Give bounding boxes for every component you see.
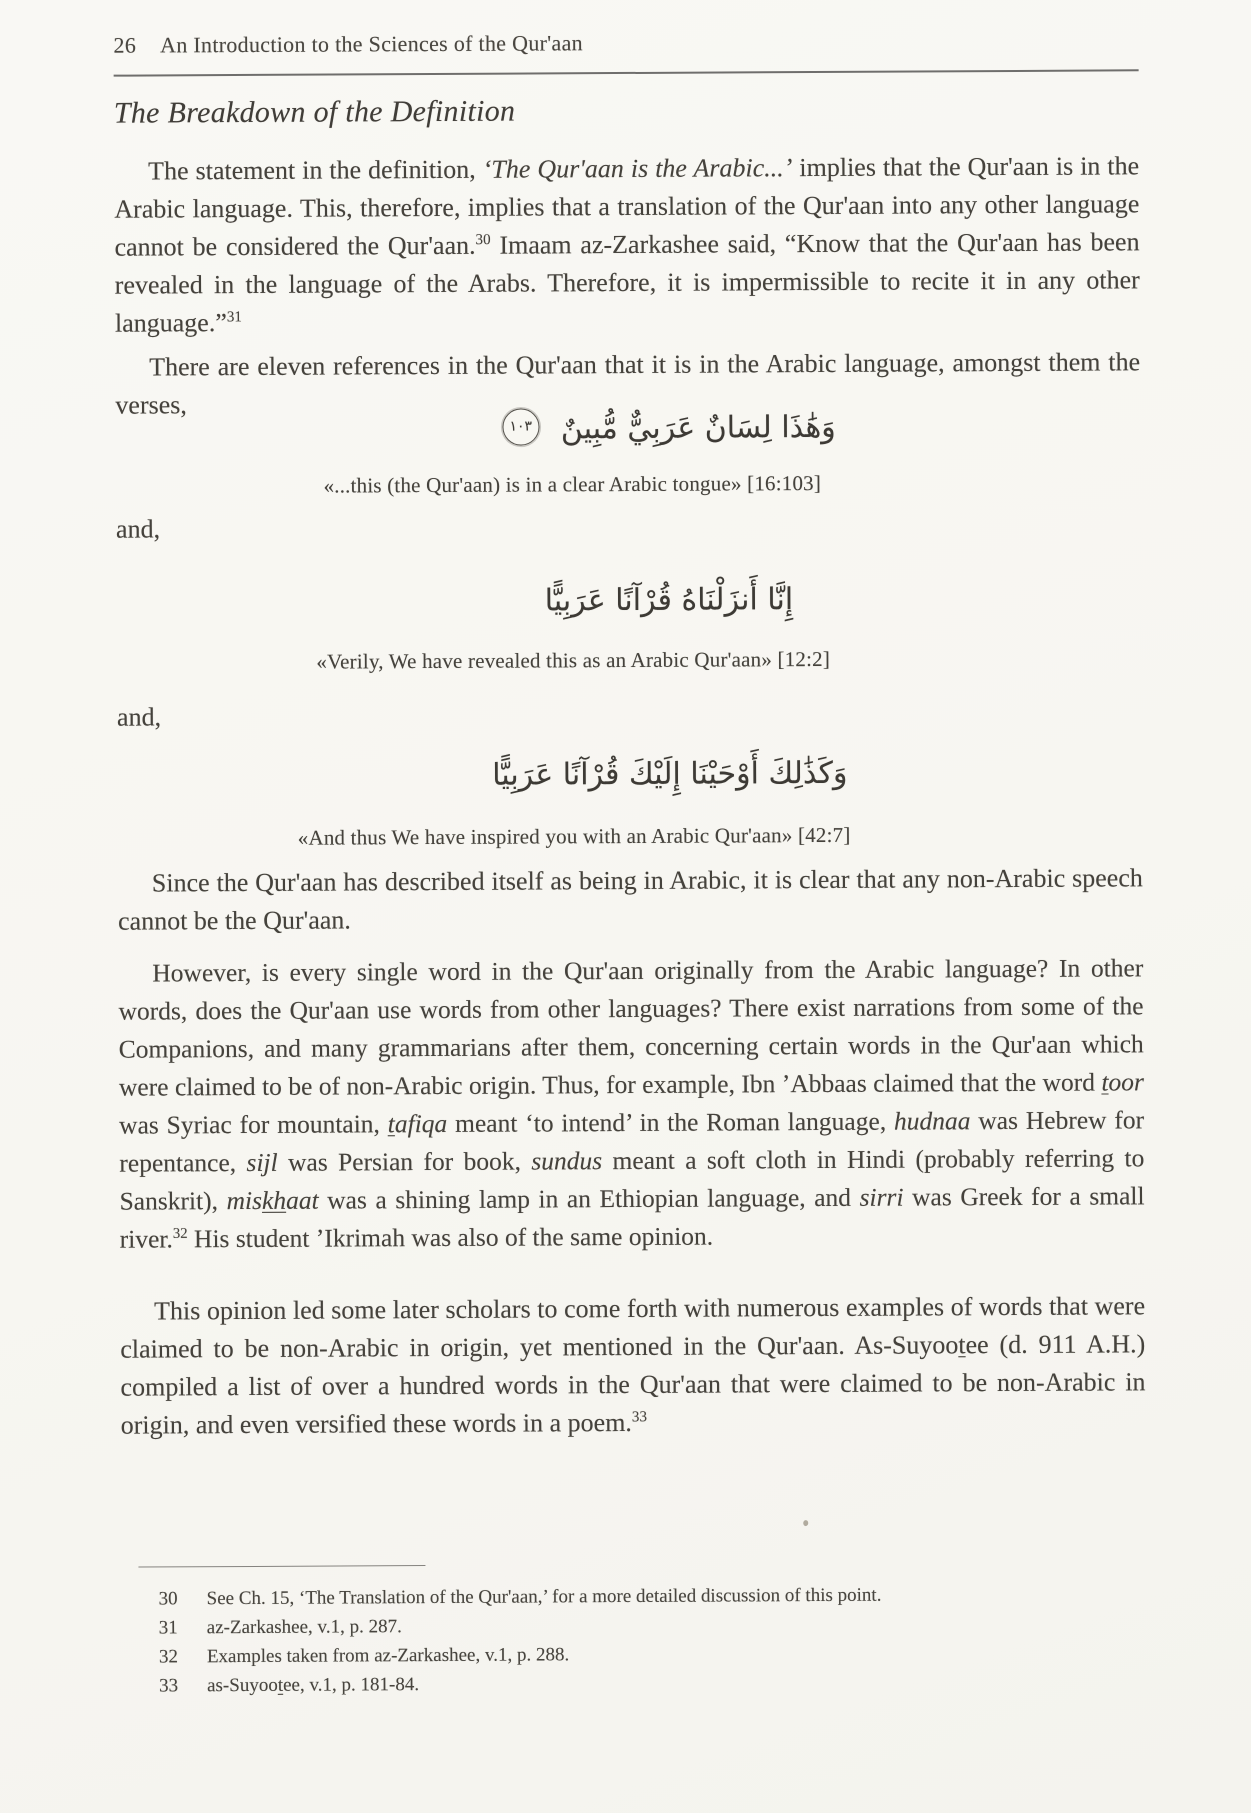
footnote-number: 32 (158, 1646, 178, 1668)
footnote-separator-rule (138, 1565, 425, 1568)
verse-lead-in: and, (116, 702, 162, 732)
arabic-verse-text: وَكَذَٰلِكَ أَوْحَيْنَا إِلَيْكَ قُرْآنًا عَرَبِيًّا (492, 755, 848, 793)
verse-translation-42-7: «And thus We have inspired you with an Arabic Qur'aan» [42:7] (297, 822, 851, 850)
footnote-number: 33 (159, 1675, 179, 1697)
footnote-text: Examples taken from az-Zarkashee, v.1, p. 288. (206, 1644, 570, 1668)
paragraph-later-scholars: This opinion led some later scholars to come forth with numerous examples of words that were claimed to be non-Arabic in origin, yet mentioned in the Qur'aan. As-Suyootee (d. 911 A.H.) compiled a list of over a hundred words in the Qur'aan that were claimed to be non-Arabic in origin, and even versified these words in a poem.$^{33}$ (120, 1291, 1146, 1440)
verse-translation-16-103: «...this (the Qur'aan) is in a clear Arabic tongue» [16:103] (323, 470, 822, 498)
print-speck-artifact (803, 1520, 808, 1526)
arabic-verse-42-7 (117, 745, 1142, 804)
paragraph-definition-statement: The statement in the definition, ‘The Qur'aan is the Arabic...’ implies that the Qur'aan is in the Arabic language. This, therefore, implies that a translation of the Qur'aan into any other language cannot be considered the Qur'aan.$^{30}$ Imaam az-Zarkashee said, “Know that the Qur'aan has been revealed in the language of the Arabs. Therefore, it is impermissible to recite it in any other language.”$^{31}$ (114, 151, 1140, 338)
paragraph-eleven-references: There are eleven references in the Qur'aan that it is in the Arabic language, amongst them the verses, (115, 347, 1141, 420)
footnote-number: 30 (158, 1588, 178, 1610)
footnote-text: as-Suyootee, v.1, p. 181-84. (207, 1674, 420, 1697)
footnote-number: 31 (158, 1617, 178, 1639)
footnotes-section (159, 1579, 1148, 1700)
running-header (113, 27, 1138, 58)
footnote-text: az-Zarkashee, v.1, p. 287. (206, 1616, 402, 1639)
footnote (159, 1666, 1147, 1700)
arabic-verse-text: وَهَٰذَا لِسَانٌ عَرَبِيٌّ مُّبِينٌ (560, 409, 836, 447)
header-rule (114, 69, 1139, 76)
ayah-number-ornament: ١٠٣ (502, 408, 539, 445)
running-title: An Introduction to the Sciences of the Qur'aan (160, 30, 583, 58)
paragraph-since-arabic: Since the Qur'aan has described itself as being in Arabic, it is clear that any non-Arabic speech cannot be the Qur'aan. (117, 863, 1143, 936)
arabic-verse-16-103 (115, 399, 1140, 458)
footnote-text: See Ch. 15, ‘The Translation of the Qur'aan,’ for a more detailed discussion of this point. (206, 1584, 882, 1610)
verse-lead-in: and, (115, 514, 161, 544)
arabic-verse-12-2 (116, 571, 1141, 630)
verse-translation-12-2: «Verily, We have revealed this as an Arabic Qur'aan» [12:2] (316, 646, 831, 674)
page-number: 26 (113, 32, 137, 58)
paragraph-foreign-words: However, is every single word in the Qur'aan originally from the Arabic language? In other words, does the Qur'aan use words from other languages? There exist narrations from some of the Companions, and many grammarians after them, concerning certain words in the Qur'aan which were claimed to be of non-Arabic origin. Thus, for example, Ibn ’Abbaas claimed that the word toor was Syriac for mountain, tafiqa meant ‘to intend’ in the Roman language, hudnaa was Hebrew for repentance, sijl was Persian for book, sundus meant a soft cloth in Hindi (probably referring to Sanskrit), miskhaat was a shining lamp in an Ethiopian language, and sirri was Greek for a small river.$^{32}$ His student ’Ikrimah was also of the same opinion. (118, 953, 1145, 1254)
section-heading: The Breakdown of the Definition (113, 94, 516, 130)
arabic-verse-text: إِنَّا أَنزَلْنَاهُ قُرْآنًا عَرَبِيًّا (544, 582, 794, 619)
